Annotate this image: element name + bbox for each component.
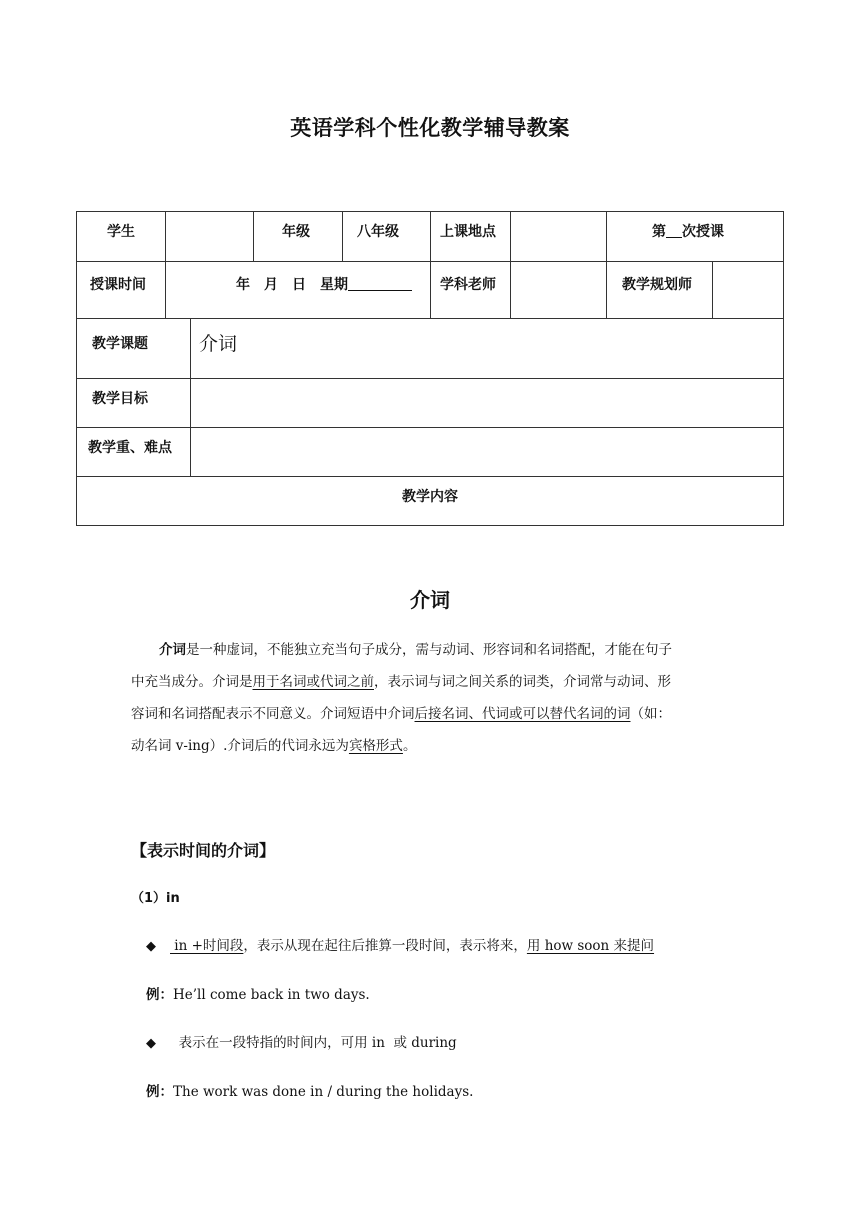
student-label: 学生 [107,224,135,240]
intro-underline-2: 后接名词、代词或可以替代名词的词 [414,706,631,722]
example-2 [146,1080,473,1100]
intro-text-4b: 。 [402,738,417,754]
lesson-number-suffix: 次授课 [682,224,724,240]
intro-text-4a: 动名词 v-ing）.介词后的代词永远为 [131,738,349,754]
example-text: The work was done in / during the holidays. [173,1084,474,1100]
teacher-label: 学科老师 [440,277,496,293]
keypoints-label: 教学重、难点 [88,440,172,456]
example-label: 例： [146,987,173,1003]
intro-term: 介词 [159,642,186,658]
intro-underline-3: 宾格形式 [348,738,403,754]
weekday-blank [348,276,412,291]
topic-label: 教学课题 [92,336,148,352]
diamond-bullet-icon: ◆ [146,1036,156,1051]
intro-text-1: 是一种虚词，不能独立充当句子成分，需与动词、形容词和名词搭配，才能在句子 [186,642,672,658]
intro-underline-1: 用于名词或代词之前 [252,674,374,690]
intro-text-2a: 中充当成分。介词是 [131,674,253,690]
time-prepositions-heading: 【表示时间的介词】 [131,841,276,860]
bullet1-underline-2: 用 how soon 来提问 [526,938,655,954]
example-text: He’ll come back in two days. [173,987,370,1003]
example-label: 例： [146,1084,173,1100]
bullet-item-1 [146,934,654,954]
diamond-bullet-icon: ◆ [146,939,156,954]
intro-line-1 [131,634,731,666]
planner-label: 教学规划师 [622,277,692,293]
time-text: 年 月 日 星期 [236,277,348,293]
section-title: 介词 [410,588,450,612]
time-label: 授课时间 [90,277,146,293]
topic-value: 介词 [199,333,238,355]
example-1 [146,983,370,1003]
grade-label: 年级 [282,224,310,240]
grade-value: 八年级 [357,224,399,240]
lesson-number [652,221,724,241]
bullet-item-2 [146,1031,457,1051]
bullet1-underline-1: in +时间段 [170,938,244,954]
lesson-number-blank [666,223,682,238]
intro-paragraph [131,634,731,762]
intro-line-2 [131,666,731,698]
bullet2-text: 表示在一段特指的时间内，可用 in 或 during [170,1035,457,1051]
time-field [236,274,412,294]
intro-text-3a: 容词和名词搭配表示不同意义。介词短语中介词 [131,706,415,722]
info-table [0,0,860,600]
intro-text-2b: ，表示词与词之间关系的词类，介词常与动词、形 [374,674,671,690]
intro-line-4 [131,730,731,762]
document-title: 英语学科个性化教学辅导教案 [290,116,570,140]
subheading-in: （1）in [131,891,180,906]
lesson-number-prefix: 第 [652,224,666,240]
bullet1-text: ，表示从现在起往后推算一段时间，表示将来， [243,938,527,954]
content-label: 教学内容 [402,489,458,505]
intro-text-3b: （如： [630,706,671,722]
goal-label: 教学目标 [92,391,148,407]
location-label: 上课地点 [440,224,496,240]
intro-line-3 [131,698,731,730]
